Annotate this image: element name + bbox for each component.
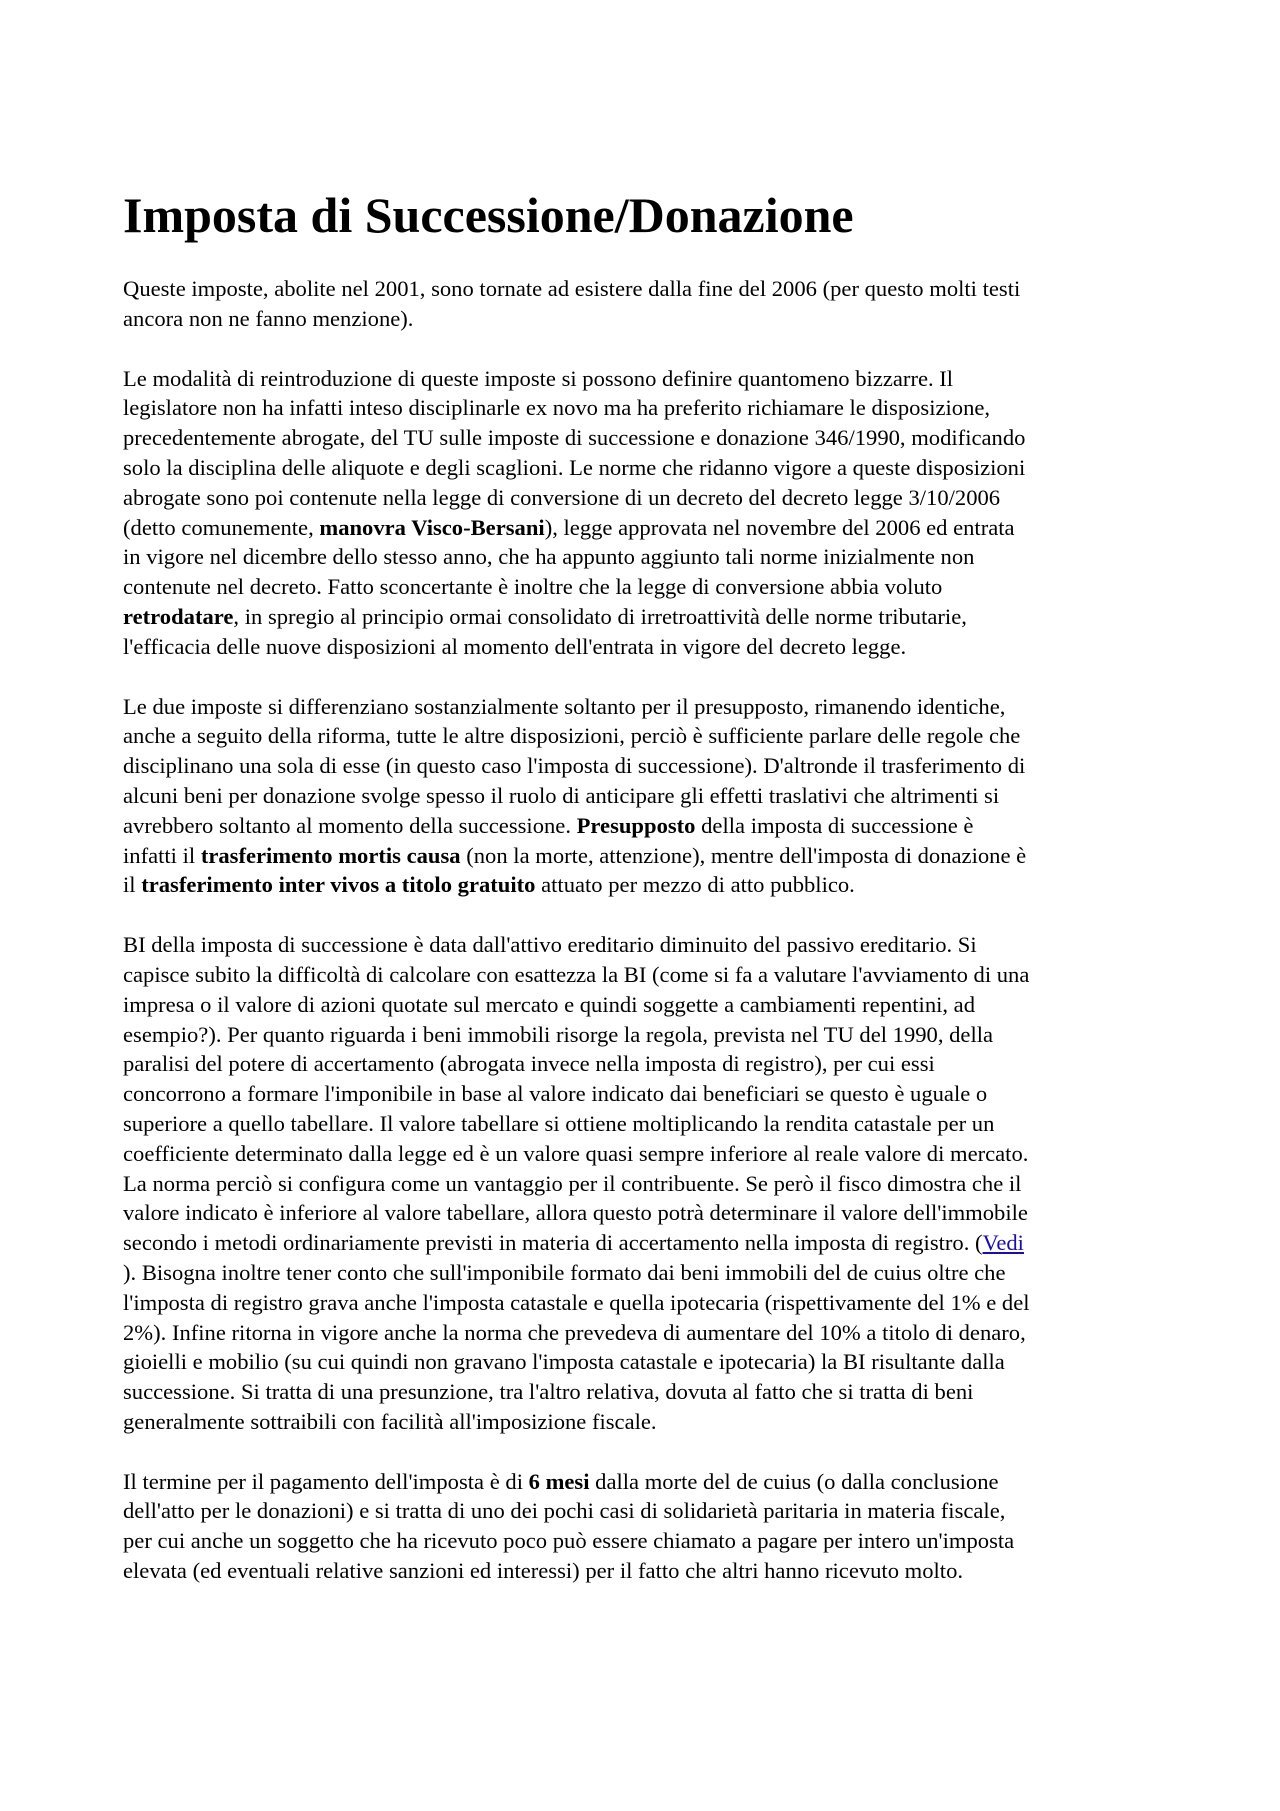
bold-term: 6 mesi: [528, 1468, 590, 1494]
text-segment: paralisi del potere di accertamento (abrogata invece nella imposta di registro), per cui essi: [123, 1051, 935, 1077]
bold-term: trasferimento mortis causa: [200, 842, 461, 868]
text-segment: BI della imposta di successione è data dall'attivo ereditario diminuito del passivo ereditario. Si: [123, 932, 977, 958]
paragraph-4: [123, 930, 1183, 1437]
text-line: [123, 602, 1183, 632]
page-title: Imposta di Successione/Donazione: [123, 187, 854, 243]
text-line: [123, 1109, 1183, 1139]
bold-term: manovra Visco-Bersani: [319, 514, 545, 540]
text-line: [123, 1467, 1183, 1497]
text-segment: anche a seguito della riforma, tutte le altre disposizioni, perciò è sufficiente parlare delle regole che: [123, 723, 1021, 749]
text-line: [123, 692, 1183, 722]
text-line: [123, 781, 1183, 811]
bold-term: trasferimento inter vivos a titolo gratuito: [141, 872, 536, 898]
text-segment: attuato per mezzo di atto pubblico.: [535, 872, 855, 898]
text-segment: Queste imposte, abolite nel 2001, sono tornate ad esistere dalla fine del 2006 (per questo molti testi: [123, 276, 1021, 301]
text-line: [123, 930, 1183, 960]
text-line: [123, 1139, 1183, 1169]
text-line: [123, 1079, 1183, 1109]
text-segment: abrogate sono poi contenute nella legge di conversione di un decreto del decreto legge 3/10/2006: [123, 484, 1001, 510]
text-segment: Le due imposte si differenziano sostanzialmente soltanto per il presupposto, rimanendo identiche,: [123, 693, 1006, 719]
text-segment: Il termine per il pagamento dell'imposta è di: [123, 1468, 529, 1494]
text-segment: dalla morte del de cuius (o dalla conclusione: [589, 1468, 999, 1494]
paragraph-2: [123, 364, 1183, 662]
text-line: [123, 841, 1183, 871]
text-line: [123, 1496, 1183, 1526]
text-line: [123, 1526, 1183, 1556]
text-line: [123, 513, 1183, 543]
text-segment: La norma perciò si configura come un vantaggio per il contribuente. Se però il fisco dimostra che il: [123, 1170, 1022, 1196]
text-segment: secondo i metodi ordinariamente previsti in materia di accertamento nella imposta di registro. (: [123, 1230, 983, 1256]
text-segment: legislatore non ha infatti inteso disciplinarle ex novo ma ha preferito richiamare le disposizione,: [123, 395, 991, 421]
text-line: [123, 274, 1183, 304]
text-line: [123, 1407, 1183, 1437]
text-line: [123, 1258, 1183, 1288]
text-segment: precedentemente abrogate, del TU sulle imposte di successione e donazione 346/1990, modificando: [123, 425, 1026, 451]
text-segment: valore indicato è inferiore al valore tabellare, allora questo potrà determinare il valore dell'immobile: [123, 1200, 1028, 1226]
text-segment: infatti il: [123, 842, 201, 868]
text-segment: (detto comunemente,: [123, 514, 320, 540]
bold-term: retrodatare: [123, 603, 234, 629]
text-line: [123, 1288, 1183, 1318]
text-segment: successione. Si tratta di una presunzione, tra l'altro relativa, dovuta al fatto che si tratta di beni: [123, 1379, 974, 1405]
text-segment: l'efficacia delle nuove disposizioni al momento dell'entrata in vigore del decreto legge.: [123, 633, 907, 659]
text-line: [123, 1020, 1183, 1050]
paragraph-3: [123, 692, 1183, 901]
text-line: [123, 393, 1183, 423]
text-segment: Le modalità di reintroduzione di queste imposte si possono definire quantomeno bizzarre. Il: [123, 365, 954, 391]
text-line: [123, 542, 1183, 572]
text-segment: ), legge approvata nel novembre del 2006 ed entrata: [544, 514, 1015, 540]
text-segment: alcuni beni per donazione svolge spesso il ruolo di anticipare gli effetti traslativi che altrimenti si: [123, 782, 1000, 808]
text-line: [123, 632, 1183, 662]
text-segment: impresa o il valore di azioni quotate sul mercato e quindi soggette a cambiamenti repentini, ad: [123, 991, 976, 1017]
text-line: [123, 1377, 1183, 1407]
text-segment: 2%). Infine ritorna in vigore anche la norma che prevedeva di aumentare del 10% a titolo di denaro,: [123, 1319, 1026, 1345]
text-line: [123, 811, 1183, 841]
text-segment: l'imposta di registro grava anche l'imposta catastale e quella ipotecaria (rispettivamente del 1% e del: [123, 1289, 1030, 1315]
text-line: [123, 870, 1183, 900]
paragraph-5: [123, 1467, 1183, 1586]
text-line: [123, 1049, 1183, 1079]
text-line: [123, 483, 1183, 513]
text-segment: (non la morte, attenzione), mentre dell'imposta di donazione è: [460, 842, 1027, 868]
text-segment: gioielli e mobilio (su cui quindi non gravano l'imposta catastale e ipotecaria) la BI risultante dalla: [123, 1349, 1005, 1375]
document-body: [123, 274, 1183, 1616]
text-line: [123, 721, 1183, 751]
text-line: [123, 1228, 1183, 1258]
text-segment: dell'atto per le donazioni) e si tratta di uno dei pochi casi di solidarietà paritaria in materia fiscale,: [123, 1498, 1006, 1524]
text-line: [123, 960, 1183, 990]
text-segment: coefficiente determinato dalla legge ed è un valore quasi sempre inferiore al reale valore di mercato.: [123, 1140, 1029, 1166]
text-segment: della imposta di successione è: [695, 812, 974, 838]
text-segment: solo la disciplina delle aliquote e degli scaglioni. Le norme che ridanno vigore a queste disposizioni: [123, 454, 1026, 480]
text-line: [123, 1347, 1183, 1377]
text-line: [123, 990, 1183, 1020]
vedi-link[interactable]: Vedi: [982, 1230, 1024, 1256]
text-segment: disciplinano una sola di esse (in questo caso l'imposta di successione). D'altronde il trasferimento di: [123, 753, 1026, 779]
text-segment: , in spregio al principio ormai consolidato di irretroattività delle norme tributarie,: [233, 603, 967, 629]
text-line: [123, 751, 1183, 781]
text-segment: concorrono a formare l'imponibile in base al valore indicato dai beneficiari se questo è uguale o: [123, 1081, 988, 1107]
bold-term: Presupposto: [576, 812, 696, 838]
text-segment: avrebbero soltanto al momento della successione.: [123, 812, 577, 838]
text-line: [123, 453, 1183, 483]
text-segment: il: [123, 872, 142, 898]
text-line: [123, 304, 1183, 334]
text-segment: contenute nel decreto. Fatto sconcertante è inoltre che la legge di conversione abbia voluto: [123, 574, 943, 600]
text-segment: ). Bisogna inoltre tener conto che sull'imponibile formato dai beni immobili del de cuius oltre che: [123, 1259, 1006, 1285]
text-line: [123, 423, 1183, 453]
text-segment: elevata (ed eventuali relative sanzioni ed interessi) per il fatto che altri hanno ricevuto molto.: [123, 1558, 964, 1584]
text-line: [123, 364, 1183, 394]
text-segment: capisce subito la difficoltà di calcolare con esattezza la BI (come si fa a valutare l'avviamento di una: [123, 961, 1030, 987]
text-line: [123, 1556, 1183, 1586]
text-segment: ancora non ne fanno menzione).: [123, 305, 414, 331]
paragraph-1: [123, 274, 1183, 334]
text-segment: generalmente sottraibili con facilità all'imposizione fiscale.: [123, 1408, 657, 1434]
text-line: [123, 572, 1183, 602]
text-segment: in vigore nel dicembre dello stesso anno, che ha appunto aggiunto tali norme inizialmente non: [123, 544, 975, 570]
text-segment: esempio?). Per quanto riguarda i beni immobili risorge la regola, prevista nel TU del 1990, della: [123, 1021, 994, 1047]
text-line: [123, 1318, 1183, 1348]
text-line: [123, 1198, 1183, 1228]
text-segment: per cui anche un soggetto che ha ricevuto poco può essere chiamato a pagare per intero un'imposta: [123, 1528, 1015, 1554]
text-line: [123, 1169, 1183, 1199]
text-segment: superiore a quello tabellare. Il valore tabellare si ottiene moltiplicando la rendita catastale per un: [123, 1110, 995, 1136]
